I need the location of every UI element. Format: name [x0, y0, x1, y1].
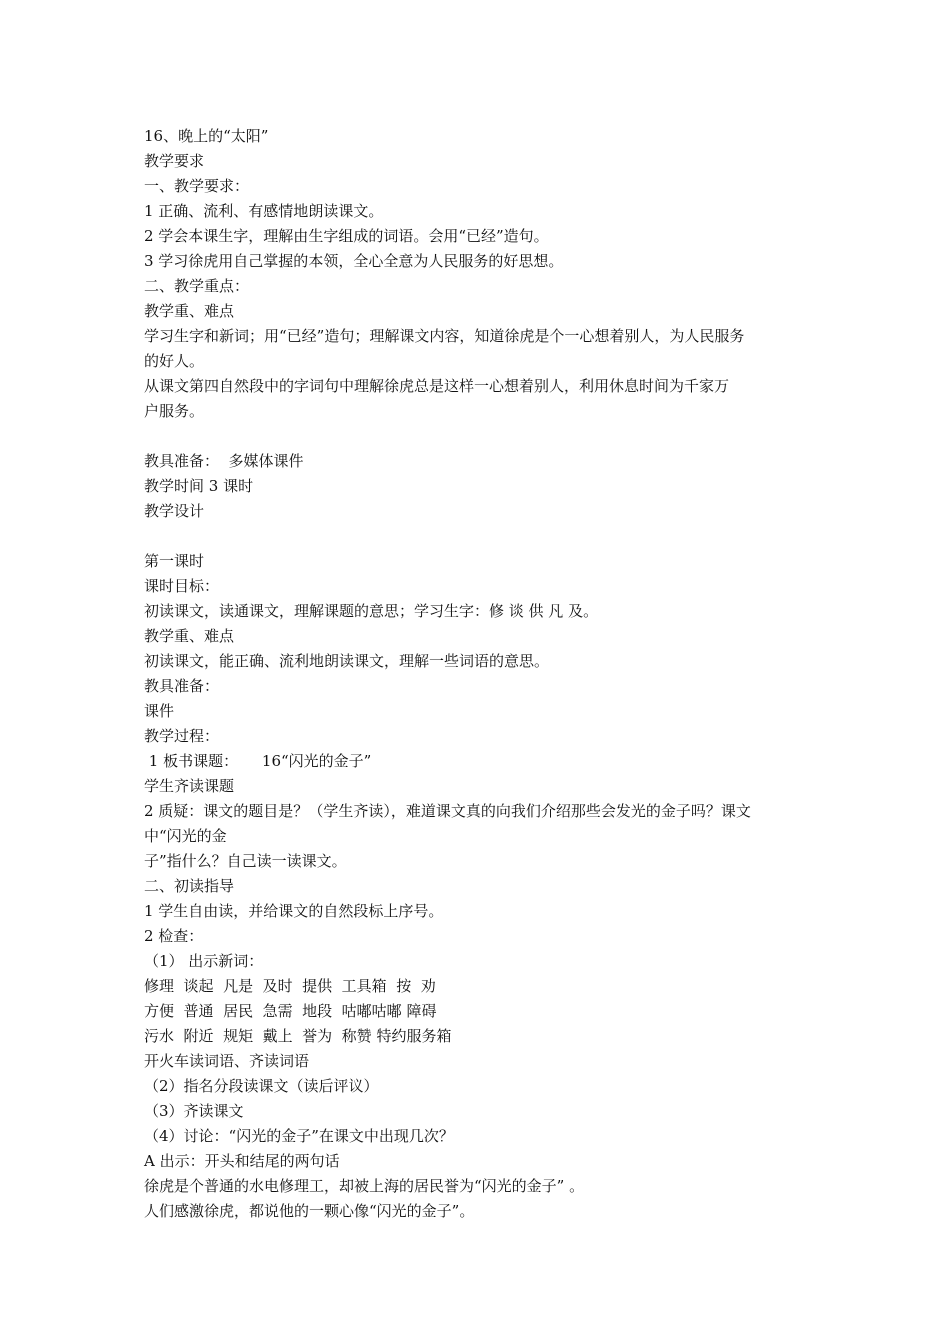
vocabulary-line: 方便 普通 居民 急需 地段 咕嘟咕嘟 障碍	[144, 1002, 437, 1020]
text-line: 教具准备：	[144, 677, 220, 695]
section-heading: 二、初读指导	[144, 877, 235, 895]
section-heading: 教学设计	[144, 502, 205, 520]
blank-line	[144, 524, 814, 549]
text-line: 初读课文，读通课文，理解课题的意思；学习生字：修 谈 供 凡 及。	[144, 602, 599, 620]
text-line: 教学时间 3 课时	[144, 477, 254, 495]
text-line: A 出示：开头和结尾的两句话	[144, 1152, 340, 1170]
text-line: 2 学会本课生字，理解由生字组成的词语。会用“已经”造句。	[144, 227, 549, 245]
text-line: （2）指名分段读课文（读后评议）	[144, 1077, 379, 1095]
text-line: 教具准备： 多媒体课件	[144, 452, 304, 470]
section-heading: 教学重、难点	[144, 302, 235, 320]
section-heading: 教学重、难点	[144, 627, 235, 645]
text-line: 1 学生自由读，并给课文的自然段标上序号。	[144, 902, 444, 920]
text-line: 的好人。	[144, 352, 205, 370]
text-line: 子”指什么？自己读一读课文。	[144, 852, 347, 870]
text-line: 中“闪光的金	[144, 827, 227, 845]
blank-line	[144, 424, 814, 449]
text-line: 开火车读词语、齐读词语	[144, 1052, 310, 1070]
text-line: 从课文第四自然段中的字词句中理解徐虎总是这样一心想着别人，利用休息时间为千家万	[144, 377, 730, 395]
section-heading: 一、教学要求：	[144, 177, 250, 195]
text-line: 1 板书课题： 16“闪光的金子”	[144, 752, 372, 770]
text-line: 课件	[144, 702, 175, 720]
text-line: （4）讨论：“闪光的金子”在课文中出现几次？	[144, 1127, 454, 1145]
text-line: 户服务。	[144, 402, 205, 420]
text-line: 学生齐读课题	[144, 777, 235, 795]
text-line: 2 质疑：课文的题目是？（学生齐读），难道课文真的向我们介绍那些会发光的金子吗？课文	[144, 802, 751, 820]
document-body	[144, 124, 814, 1224]
section-heading: 教学要求	[144, 152, 205, 170]
text-line: 初读课文，能正确、流利地朗读课文，理解一些词语的意思。	[144, 652, 550, 670]
text-line: （1） 出示新词：	[144, 952, 264, 970]
section-heading: 第一课时	[144, 552, 205, 570]
text-line: 3 学习徐虎用自己掌握的本领，全心全意为人民服务的好思想。	[144, 252, 564, 270]
text-line: （3）齐读课文	[144, 1102, 244, 1120]
section-heading: 教学过程：	[144, 727, 220, 745]
text-line: 人们感激徐虎，都说他的一颗心像“闪光的金子”。	[144, 1202, 475, 1220]
vocabulary-line: 修理 谈起 凡是 及时 提供 工具箱 按 劝	[144, 977, 436, 995]
text-line: 课时目标：	[144, 577, 220, 595]
text-line: 徐虎是个普通的水电修理工，却被上海的居民誉为“闪光的金子” 。	[144, 1177, 585, 1195]
text-line: 2 检查：	[144, 927, 204, 945]
text-line: 1 正确、流利、有感情地朗读课文。	[144, 202, 384, 220]
lesson-title: 16、晚上的“太阳”	[144, 127, 269, 145]
section-heading: 二、教学重点：	[144, 277, 250, 295]
text-line: 学习生字和新词；用“已经”造句；理解课文内容，知道徐虎是个一心想着别人，为人民服务	[144, 327, 745, 345]
vocabulary-line: 污水 附近 规矩 戴上 誉为 称赞 特约服务箱	[144, 1027, 452, 1045]
